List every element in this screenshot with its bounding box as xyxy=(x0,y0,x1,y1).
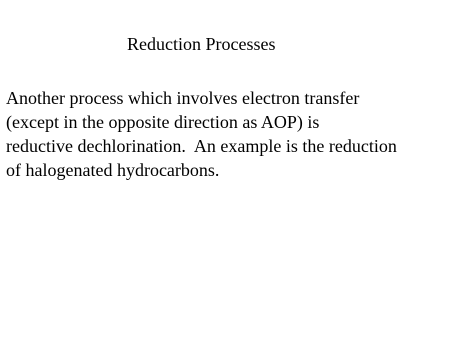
body-line: of halogenated hydrocarbons. xyxy=(6,160,220,180)
slide-title: Reduction Processes xyxy=(127,34,276,54)
body-line: reductive dechlorination. An example is the reduction xyxy=(6,136,397,156)
body-line: (except in the opposite direction as AOP) is xyxy=(6,112,320,132)
slide-body xyxy=(6,86,446,182)
body-line: Another process which involves electron transfer xyxy=(6,88,360,108)
